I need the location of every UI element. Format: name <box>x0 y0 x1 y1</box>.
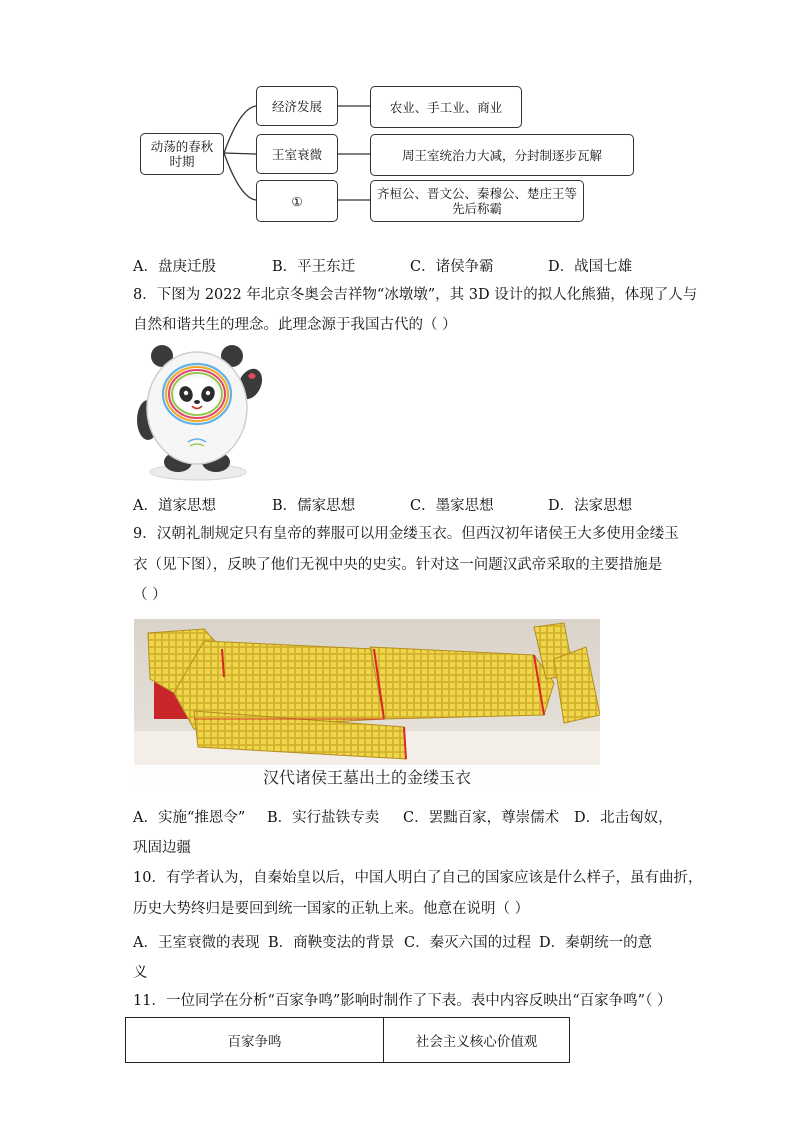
diagram-root-box <box>140 133 224 175</box>
diagram-detail-3 <box>370 180 584 222</box>
branch-label: ① <box>291 193 303 209</box>
q8-option-c[interactable]: C．墨家思想 <box>410 498 494 514</box>
branch-label: 王室衰微 <box>271 146 322 162</box>
q9-stem-line-1: 9．汉朝礼制规定只有皇帝的葬服可以用金缕玉衣。但西汉初年诸侯王大多使用金缕玉 <box>133 526 679 542</box>
q7-option-a[interactable]: A．盘庚迁殷 <box>133 259 216 275</box>
diagram-detail-2 <box>370 134 634 176</box>
q9-stem-line-3: （ ） <box>133 587 167 603</box>
jade-suit-caption: 汉代诸侯王墓出土的金缕玉衣 <box>262 768 471 787</box>
q9-stem-line-2: 衣（见下图），反映了他们无视中央的史实。针对这一问题汉武帝采取的主要措施是 <box>133 557 663 573</box>
diagram-branch-2 <box>256 134 338 174</box>
table-row <box>126 1018 570 1063</box>
diagram-root-label: 动荡的春秋时期 <box>150 139 214 169</box>
table-header-1: 百家争鸣 <box>126 1018 384 1063</box>
jade-suit-photo <box>134 619 600 791</box>
q8-stem-line-2: 自然和谐共生的理念。此理念源于我国古代的（ ） <box>133 317 457 333</box>
q10-stem-line-1: 10．有学者认为，自秦始皇以后，中国人明白了自己的国家应该是什么样子，虽有曲折， <box>133 870 703 886</box>
q7-option-b[interactable]: B．平王东迁 <box>272 259 356 275</box>
mascot-image <box>128 342 270 482</box>
q9-option-d-wrap: 巩固边疆 <box>133 840 191 856</box>
q10-option-c[interactable]: C．秦灭六国的过程 <box>404 935 532 951</box>
detail-label: 农业、手工业、商业 <box>389 99 503 115</box>
detail-label: 周王室统治力大减，分封制逐步瓦解 <box>401 147 602 163</box>
q10-option-d[interactable]: D．秦朝统一的意 <box>539 935 653 951</box>
q8-option-b[interactable]: B．儒家思想 <box>272 498 356 514</box>
q9-option-d[interactable]: D．北击匈奴， <box>574 810 673 826</box>
q11-table <box>125 1017 570 1063</box>
q8-option-a[interactable]: A．道家思想 <box>133 498 216 514</box>
q10-option-b[interactable]: B．商鞅变法的背景 <box>268 935 395 951</box>
q10-option-a[interactable]: A．王室衰微的表现 <box>133 935 260 951</box>
q7-option-d[interactable]: D．战国七雄 <box>548 259 633 275</box>
q9-option-a[interactable]: A．实施“推恩令” <box>133 810 246 826</box>
q11-stem-line-1: 11．一位同学在分析“百家争鸣”影响时制作了下表。表中内容反映出“百家争鸣”（ ） <box>133 993 672 1009</box>
q7-option-c[interactable]: C．诸侯争霸 <box>410 259 494 275</box>
q8-option-d[interactable]: D．法家思想 <box>548 498 633 514</box>
q9-option-b[interactable]: B．实行盐铁专卖 <box>267 810 380 826</box>
q8-stem-line-1: 8．下图为 2022 年北京冬奥会吉祥物“冰墩墩”，其 3D 设计的拟人化熊猫，体现了人与 <box>133 287 698 303</box>
diagram-branch-3 <box>256 180 338 222</box>
branch-label: 经济发展 <box>271 98 322 114</box>
connector-3 <box>224 153 256 200</box>
q10-option-d-wrap: 义 <box>133 965 148 981</box>
detail-label: 齐桓公、晋文公、秦穆公、楚庄王等先后称霸 <box>377 186 578 216</box>
diagram-branch-1 <box>256 86 338 126</box>
q9-option-c[interactable]: C．罢黜百家，尊崇儒术 <box>403 810 560 826</box>
diagram-detail-1 <box>370 86 522 128</box>
connector-1 <box>224 106 256 153</box>
connector-2 <box>224 153 256 154</box>
table-header-2: 社会主义核心价值观 <box>384 1018 570 1063</box>
q10-stem-line-2: 历史大势终归是要回到统一国家的正轨上来。他意在说明（ ） <box>133 901 530 917</box>
